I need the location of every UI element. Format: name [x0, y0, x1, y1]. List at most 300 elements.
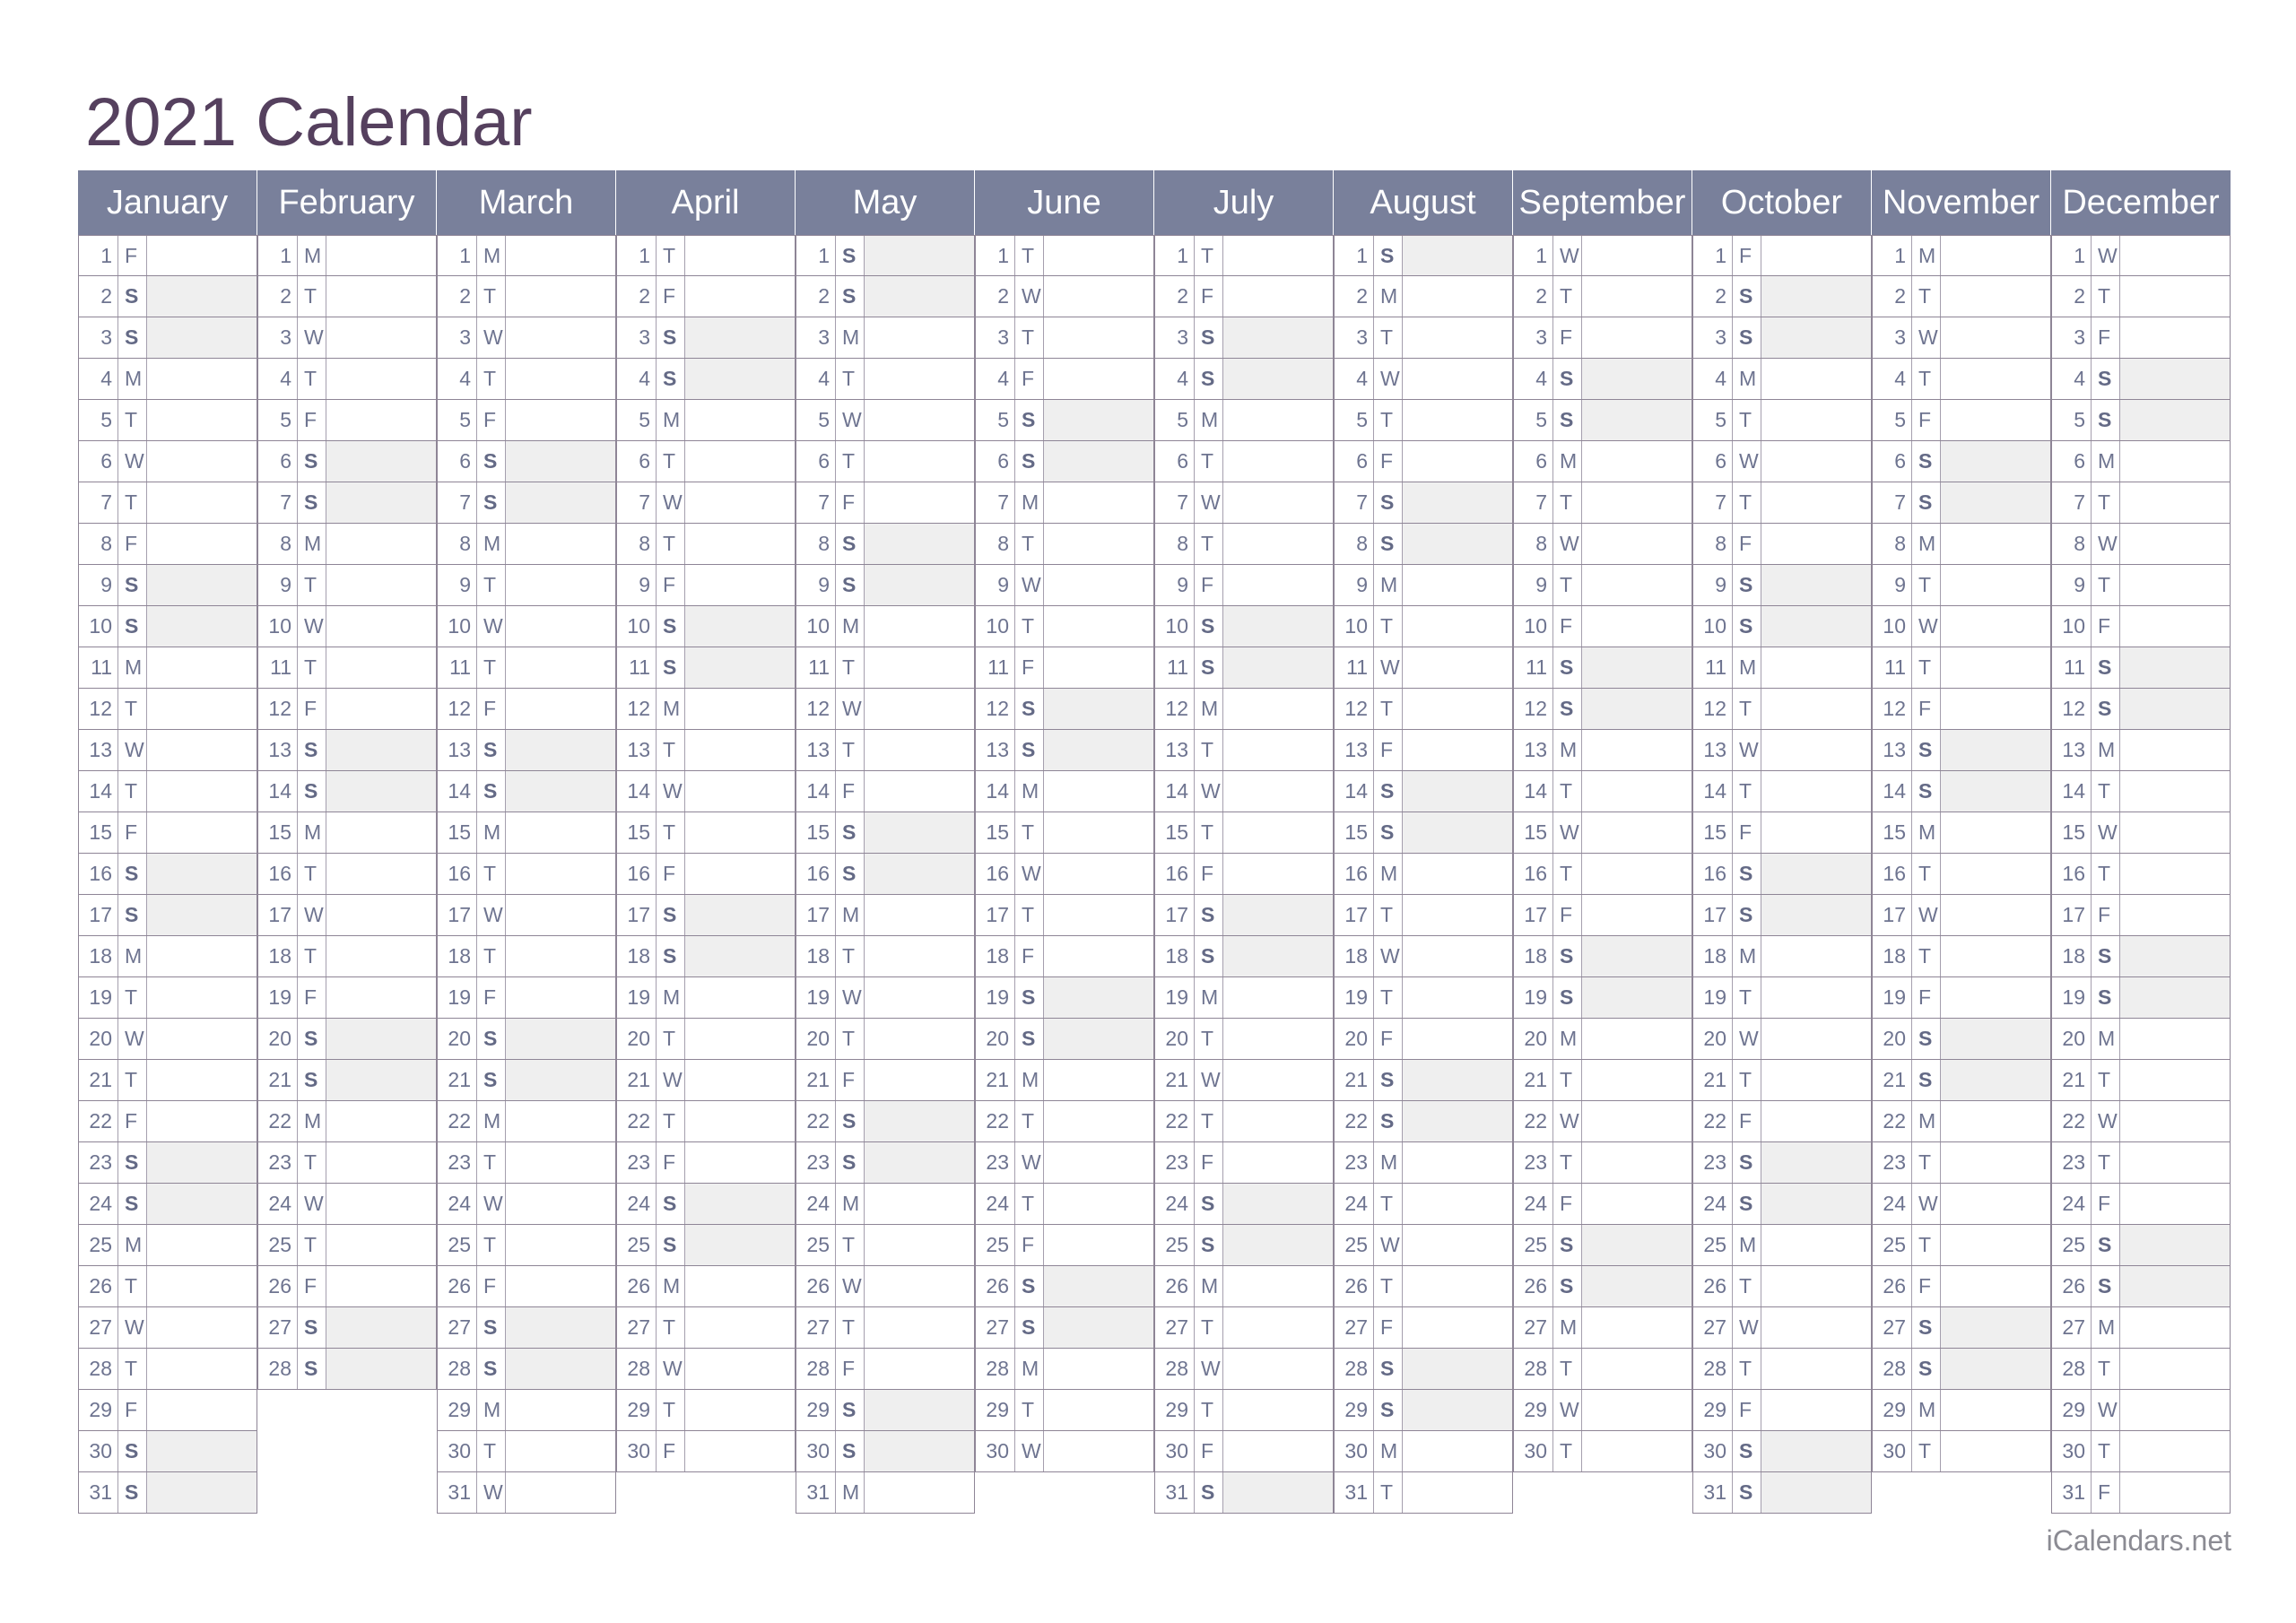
- day-number: 18: [976, 936, 1015, 976]
- day-note-space: [1403, 1390, 1512, 1430]
- day-note-space: [1582, 524, 1692, 564]
- day-number: 15: [617, 812, 657, 853]
- weekday-letter: W: [1733, 1019, 1761, 1059]
- day-row: [1154, 1060, 1334, 1101]
- day-note-space: [1761, 1060, 1871, 1100]
- day-row: [1872, 771, 2051, 812]
- day-note-space: [1941, 936, 2050, 976]
- weekday-letter: S: [836, 854, 865, 894]
- day-row: [1513, 812, 1692, 854]
- weekday-letter: T: [477, 854, 506, 894]
- day-note-space: [326, 1349, 436, 1389]
- day-row: [257, 359, 437, 400]
- day-row: [796, 276, 975, 317]
- day-row: [616, 1184, 796, 1225]
- day-note-space: [685, 1225, 795, 1265]
- day-note-space: [685, 1184, 795, 1224]
- day-note-space: [326, 1101, 436, 1141]
- weekday-letter: S: [1195, 317, 1223, 358]
- day-row: [1154, 359, 1334, 400]
- day-note-space: [1761, 854, 1871, 894]
- day-note-space: [2120, 1431, 2230, 1471]
- day-number: 6: [438, 441, 477, 482]
- weekday-letter: M: [118, 359, 147, 399]
- day-number: 4: [1873, 359, 1912, 399]
- weekday-letter: S: [1553, 400, 1582, 440]
- day-row: [796, 400, 975, 441]
- weekday-letter: M: [836, 1472, 865, 1513]
- weekday-letter: F: [298, 400, 326, 440]
- day-number: 19: [796, 977, 836, 1018]
- day-row: [616, 936, 796, 977]
- weekday-letter: S: [1015, 689, 1044, 729]
- day-row: [1513, 606, 1692, 647]
- day-number: 14: [976, 771, 1015, 812]
- day-number: 3: [1514, 317, 1553, 358]
- day-number: 23: [1335, 1142, 1374, 1183]
- day-row: [257, 606, 437, 647]
- day-note-space: [1403, 1472, 1512, 1513]
- day-number: 25: [1155, 1225, 1195, 1265]
- day-note-space: [147, 1390, 257, 1430]
- day-row: [437, 524, 616, 565]
- day-number: 18: [2052, 936, 2092, 976]
- day-number: 26: [258, 1266, 298, 1306]
- day-row: [796, 1349, 975, 1390]
- day-note-space: [1403, 276, 1512, 317]
- day-note-space: [1582, 1101, 1692, 1141]
- day-number: 9: [438, 565, 477, 605]
- day-number: 15: [2052, 812, 2092, 853]
- day-row: [975, 1390, 1154, 1431]
- weekday-letter: S: [118, 276, 147, 317]
- day-note-space: [1044, 524, 1153, 564]
- day-row: [257, 1019, 437, 1060]
- day-row: [975, 771, 1154, 812]
- day-row: [616, 606, 796, 647]
- day-number: 23: [79, 1142, 118, 1183]
- day-row: [1513, 565, 1692, 606]
- day-number: 30: [796, 1431, 836, 1471]
- weekday-letter: W: [1195, 1060, 1223, 1100]
- day-number: 5: [1693, 400, 1733, 440]
- month-december: [2051, 170, 2231, 1511]
- weekday-letter: T: [2092, 1060, 2120, 1100]
- day-note-space: [506, 977, 615, 1018]
- day-number: 6: [79, 441, 118, 482]
- day-row: [437, 1142, 616, 1184]
- weekday-letter: T: [1374, 689, 1403, 729]
- day-note-space: [1941, 895, 2050, 935]
- day-number: 5: [258, 400, 298, 440]
- day-row: [1692, 565, 1872, 606]
- day-row: [796, 1472, 975, 1514]
- day-row: [1872, 1431, 2051, 1472]
- day-note-space: [2120, 441, 2230, 482]
- month-july: [1154, 170, 1334, 1511]
- day-row: [1154, 1431, 1334, 1472]
- day-row: [616, 977, 796, 1019]
- day-row: [796, 647, 975, 689]
- day-number: 25: [2052, 1225, 2092, 1265]
- day-row: [1872, 317, 2051, 359]
- day-number: 17: [258, 895, 298, 935]
- day-row: [437, 1307, 616, 1349]
- day-number: 17: [1335, 895, 1374, 935]
- day-number: 21: [2052, 1060, 2092, 1100]
- weekday-letter: S: [1553, 1266, 1582, 1306]
- day-note-space: [1761, 1266, 1871, 1306]
- day-note-space: [1403, 317, 1512, 358]
- day-number: 27: [1155, 1307, 1195, 1348]
- day-row: [2051, 977, 2231, 1019]
- day-number: 14: [1873, 771, 1912, 812]
- footer-credit: iCalendars.net: [2046, 1524, 2231, 1557]
- day-row: [1154, 977, 1334, 1019]
- day-row: [1154, 647, 1334, 689]
- day-row: [2051, 771, 2231, 812]
- day-note-space: [147, 1225, 257, 1265]
- day-row: [78, 812, 257, 854]
- day-number: 14: [79, 771, 118, 812]
- day-number: 23: [1873, 1142, 1912, 1183]
- day-row: [257, 1349, 437, 1390]
- day-note-space: [506, 1060, 615, 1100]
- day-row: [1334, 524, 1513, 565]
- day-note-space: [1761, 1431, 1871, 1471]
- weekday-letter: S: [118, 1472, 147, 1513]
- day-row: [1692, 1142, 1872, 1184]
- day-row: [796, 771, 975, 812]
- day-note-space: [1044, 1184, 1153, 1224]
- day-row: [1154, 1142, 1334, 1184]
- weekday-letter: F: [657, 1142, 685, 1183]
- day-note-space: [865, 895, 974, 935]
- day-number: 26: [1335, 1266, 1374, 1306]
- day-number: 10: [258, 606, 298, 647]
- day-number: 21: [976, 1060, 1015, 1100]
- weekday-letter: W: [1195, 771, 1223, 812]
- day-row: [796, 482, 975, 524]
- day-note-space: [1761, 689, 1871, 729]
- weekday-letter: T: [657, 730, 685, 770]
- day-number: 26: [796, 1266, 836, 1306]
- day-note-space: [1582, 236, 1692, 275]
- day-number: 10: [1514, 606, 1553, 647]
- day-note-space: [1403, 1225, 1512, 1265]
- weekday-letter: F: [118, 236, 147, 275]
- day-row: [1513, 771, 1692, 812]
- day-row: [1334, 689, 1513, 730]
- day-row: [1154, 1019, 1334, 1060]
- day-row: [796, 235, 975, 276]
- weekday-letter: M: [477, 524, 506, 564]
- day-number: 3: [1155, 317, 1195, 358]
- weekday-letter: T: [298, 359, 326, 399]
- weekday-letter: S: [298, 1060, 326, 1100]
- day-number: 23: [1514, 1142, 1553, 1183]
- day-note-space: [1941, 689, 2050, 729]
- day-note-space: [685, 730, 795, 770]
- day-row: [257, 647, 437, 689]
- day-number: 23: [2052, 1142, 2092, 1183]
- day-row: [1692, 936, 1872, 977]
- day-note-space: [1403, 812, 1512, 853]
- day-note-space: [506, 1472, 615, 1513]
- day-row: [2051, 276, 2231, 317]
- day-note-space: [506, 1307, 615, 1348]
- day-number: 24: [1335, 1184, 1374, 1224]
- weekday-letter: M: [1733, 359, 1761, 399]
- day-row: [1154, 565, 1334, 606]
- day-number: 10: [1873, 606, 1912, 647]
- day-note-space: [865, 606, 974, 647]
- day-number: 22: [796, 1101, 836, 1141]
- weekday-letter: W: [1015, 276, 1044, 317]
- day-note-space: [326, 317, 436, 358]
- day-row: [1334, 936, 1513, 977]
- weekday-letter: W: [1374, 359, 1403, 399]
- day-number: 6: [1514, 441, 1553, 482]
- weekday-letter: T: [118, 400, 147, 440]
- weekday-letter: S: [1553, 689, 1582, 729]
- day-row: [78, 1390, 257, 1431]
- day-number: 1: [1155, 236, 1195, 275]
- day-number: 5: [976, 400, 1015, 440]
- weekday-letter: S: [2092, 1266, 2120, 1306]
- day-note-space: [1941, 565, 2050, 605]
- weekday-letter: S: [1015, 730, 1044, 770]
- day-number: 5: [617, 400, 657, 440]
- day-row: [975, 1225, 1154, 1266]
- day-row: [1154, 1472, 1334, 1514]
- weekday-letter: S: [118, 1431, 147, 1471]
- day-note-space: [1403, 977, 1512, 1018]
- day-row: [1513, 482, 1692, 524]
- day-row: [616, 730, 796, 771]
- day-number: 23: [258, 1142, 298, 1183]
- weekday-letter: W: [2092, 236, 2120, 275]
- day-number: 21: [258, 1060, 298, 1100]
- day-row: [1513, 854, 1692, 895]
- day-number: 18: [258, 936, 298, 976]
- month-header: January: [78, 170, 257, 235]
- day-row: [437, 400, 616, 441]
- day-row: [1334, 1101, 1513, 1142]
- day-row: [1334, 482, 1513, 524]
- month-header: December: [2051, 170, 2231, 235]
- weekday-letter: F: [2092, 606, 2120, 647]
- day-note-space: [2120, 1390, 2230, 1430]
- weekday-letter: W: [118, 1019, 147, 1059]
- day-number: 22: [1335, 1101, 1374, 1141]
- weekday-letter: T: [657, 1307, 685, 1348]
- day-row: [1513, 977, 1692, 1019]
- day-number: 18: [79, 936, 118, 976]
- day-number: 26: [617, 1266, 657, 1306]
- day-row: [1692, 854, 1872, 895]
- weekday-letter: W: [477, 317, 506, 358]
- day-note-space: [1761, 1390, 1871, 1430]
- day-row: [437, 1349, 616, 1390]
- weekday-letter: T: [657, 236, 685, 275]
- weekday-letter: S: [657, 647, 685, 688]
- day-row: [78, 1019, 257, 1060]
- day-number: 5: [438, 400, 477, 440]
- weekday-letter: F: [477, 689, 506, 729]
- weekday-letter: S: [1374, 771, 1403, 812]
- day-number: 4: [617, 359, 657, 399]
- weekday-letter: T: [1733, 977, 1761, 1018]
- day-number: 4: [1155, 359, 1195, 399]
- month-header: July: [1154, 170, 1334, 235]
- day-row: [257, 1307, 437, 1349]
- month-header: November: [1872, 170, 2051, 235]
- day-row: [1872, 730, 2051, 771]
- day-number: 27: [1514, 1307, 1553, 1348]
- day-number: 18: [1873, 936, 1912, 976]
- weekday-letter: W: [1015, 1431, 1044, 1471]
- day-note-space: [326, 1142, 436, 1183]
- day-note-space: [506, 1184, 615, 1224]
- day-note-space: [1941, 400, 2050, 440]
- day-note-space: [2120, 1184, 2230, 1224]
- day-row: [975, 441, 1154, 482]
- day-note-space: [1582, 895, 1692, 935]
- day-number: 15: [1155, 812, 1195, 853]
- day-note-space: [326, 977, 436, 1018]
- weekday-letter: F: [1195, 854, 1223, 894]
- day-number: 1: [796, 236, 836, 275]
- day-number: 6: [796, 441, 836, 482]
- weekday-letter: F: [118, 524, 147, 564]
- weekday-letter: T: [1195, 1101, 1223, 1141]
- day-number: 31: [1693, 1472, 1733, 1513]
- day-number: 15: [1514, 812, 1553, 853]
- day-number: 2: [976, 276, 1015, 317]
- day-row: [1692, 276, 1872, 317]
- day-note-space: [506, 359, 615, 399]
- day-note-space: [506, 236, 615, 275]
- day-number: 7: [1335, 482, 1374, 523]
- weekday-letter: T: [836, 1019, 865, 1059]
- day-note-space: [685, 1060, 795, 1100]
- day-row: [616, 771, 796, 812]
- day-number: 14: [1155, 771, 1195, 812]
- day-note-space: [1044, 1225, 1153, 1265]
- weekday-letter: T: [1733, 1266, 1761, 1306]
- weekday-letter: S: [118, 565, 147, 605]
- day-row: [2051, 565, 2231, 606]
- day-row: [975, 1101, 1154, 1142]
- day-note-space: [147, 1060, 257, 1100]
- day-note-space: [1223, 812, 1333, 853]
- day-number: 12: [2052, 689, 2092, 729]
- weekday-letter: M: [1015, 1060, 1044, 1100]
- day-number: 10: [1335, 606, 1374, 647]
- weekday-letter: T: [1912, 565, 1941, 605]
- day-number: 6: [976, 441, 1015, 482]
- day-number: 31: [2052, 1472, 2092, 1513]
- weekday-letter: S: [1553, 1225, 1582, 1265]
- day-note-space: [326, 1184, 436, 1224]
- weekday-letter: F: [1374, 441, 1403, 482]
- day-row: [975, 936, 1154, 977]
- page-title: 2021 Calendar: [85, 84, 533, 161]
- day-row: [2051, 400, 2231, 441]
- weekday-letter: M: [1015, 1349, 1044, 1389]
- day-note-space: [506, 812, 615, 853]
- day-number: 27: [258, 1307, 298, 1348]
- day-number: 3: [796, 317, 836, 358]
- day-row: [1513, 689, 1692, 730]
- day-number: 14: [617, 771, 657, 812]
- day-row: [78, 441, 257, 482]
- weekday-letter: W: [657, 482, 685, 523]
- day-number: 4: [976, 359, 1015, 399]
- day-note-space: [2120, 1266, 2230, 1306]
- day-row: [796, 441, 975, 482]
- day-row: [437, 276, 616, 317]
- day-note-space: [506, 1349, 615, 1389]
- day-note-space: [2120, 359, 2230, 399]
- day-row: [78, 977, 257, 1019]
- day-note-space: [1044, 1101, 1153, 1141]
- day-number: 12: [1693, 689, 1733, 729]
- weekday-letter: M: [298, 236, 326, 275]
- weekday-letter: W: [1912, 895, 1941, 935]
- day-row: [1513, 936, 1692, 977]
- day-row: [257, 730, 437, 771]
- day-number: 18: [1693, 936, 1733, 976]
- day-number: 20: [438, 1019, 477, 1059]
- weekday-letter: S: [836, 236, 865, 275]
- weekday-letter: T: [836, 441, 865, 482]
- day-note-space: [2120, 276, 2230, 317]
- day-number: 8: [438, 524, 477, 564]
- weekday-letter: S: [657, 895, 685, 935]
- day-note-space: [1223, 1472, 1333, 1513]
- weekday-letter: S: [1195, 359, 1223, 399]
- day-row: [1154, 730, 1334, 771]
- day-note-space: [1223, 524, 1333, 564]
- month-september: [1513, 170, 1692, 1511]
- day-note-space: [865, 1390, 974, 1430]
- day-number: 2: [438, 276, 477, 317]
- day-note-space: [1941, 1349, 2050, 1389]
- weekday-letter: W: [477, 1184, 506, 1224]
- day-number: 27: [1335, 1307, 1374, 1348]
- day-number: 29: [1514, 1390, 1553, 1430]
- day-note-space: [326, 854, 436, 894]
- day-number: 29: [1335, 1390, 1374, 1430]
- day-row: [78, 276, 257, 317]
- day-row: [975, 730, 1154, 771]
- day-number: 24: [976, 1184, 1015, 1224]
- day-number: 22: [438, 1101, 477, 1141]
- day-row: [437, 936, 616, 977]
- day-row: [2051, 1060, 2231, 1101]
- day-row: [2051, 895, 2231, 936]
- day-row: [1154, 1101, 1334, 1142]
- day-row: [1154, 441, 1334, 482]
- weekday-letter: M: [1015, 482, 1044, 523]
- day-row: [1513, 1019, 1692, 1060]
- day-note-space: [685, 606, 795, 647]
- day-note-space: [2120, 1349, 2230, 1389]
- day-number: 7: [976, 482, 1015, 523]
- day-row: [796, 936, 975, 977]
